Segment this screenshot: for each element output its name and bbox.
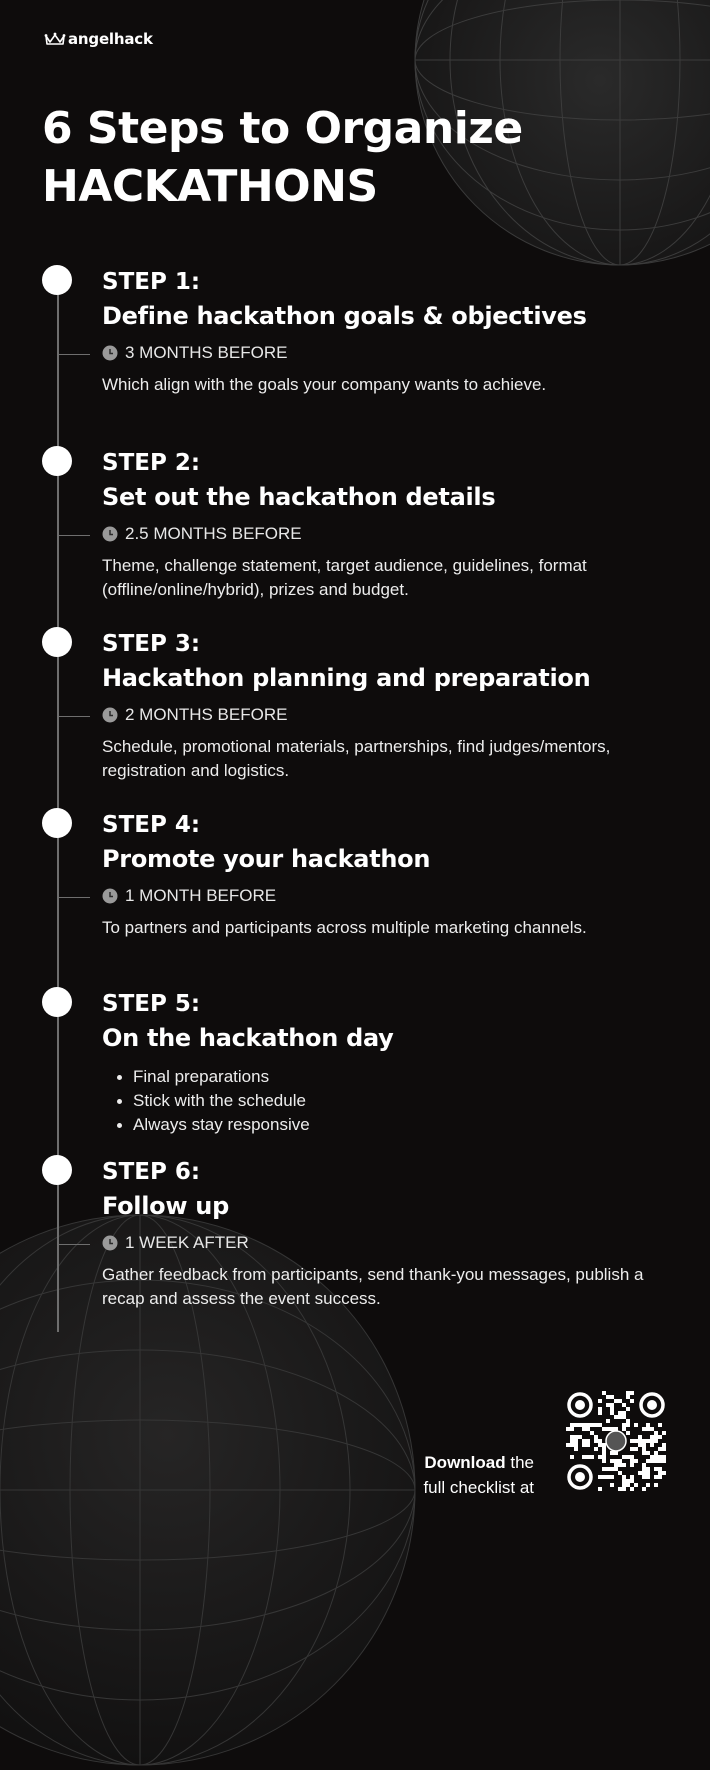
step-title: Promote your hackathon [102,845,431,873]
step-timing-text: 3 MONTHS BEFORE [125,343,288,362]
bullet-text: Final preparations [133,1067,270,1086]
download-bold: Download [424,1453,506,1472]
list-item [102,1113,310,1137]
step-timing [102,343,287,363]
list-item [102,1065,310,1089]
step-timing [102,524,302,544]
step-timing-text: 2 MONTHS BEFORE [125,705,288,724]
step-dot [42,808,72,838]
download-cta [423,1450,534,1500]
step-timing-text: 1 MONTH BEFORE [125,886,277,905]
angelhack-crown-icon [44,32,66,46]
bullet-icon [117,1123,122,1128]
clock-icon [102,1235,118,1251]
step-dot [42,265,72,295]
bullet-icon [117,1075,122,1080]
clock-icon [102,707,118,723]
step-timing-text: 1 WEEK AFTER [125,1233,249,1252]
step-description: Theme, challenge statement, target audience, guidelines, format (offline/online/hybrid), prizes and budget. [102,556,587,599]
step-title: Define hackathon goals & objectives [102,302,587,330]
step-description: Which align with the goals your company wants to achieve. [102,375,547,394]
clock-icon [102,345,118,361]
step-description: Schedule, promotional materials, partnerships, find judges/mentors, registration and logistics. [102,737,611,780]
step-timing-text: 2.5 MONTHS BEFORE [125,524,302,543]
step-bullet-list [102,1065,310,1137]
step-timing [102,705,287,725]
page-title-line2: HACKATHONS [42,161,378,212]
step-timing [102,886,276,906]
step-dot [42,987,72,1017]
timeline-tick [58,535,90,536]
qr-code[interactable] [565,1390,667,1492]
timeline-tick [58,897,90,898]
clock-icon [102,888,118,904]
step-dot [42,627,72,657]
download-line1 [423,1450,534,1475]
bullet-text: Always stay responsive [133,1115,310,1134]
step-title: Follow up [102,1192,229,1220]
step-title: Hackathon planning and preparation [102,664,591,692]
bullet-icon [117,1099,122,1104]
step-dot [42,446,72,476]
step-description: Gather feedback from participants, send thank-you messages, publish a recap and assess the event success. [102,1265,644,1308]
timeline-tick [58,716,90,717]
step-label: STEP 2: [102,450,201,476]
download-rest: the [510,1453,534,1472]
brand-logo [44,30,153,48]
step-label: STEP 5: [102,991,201,1017]
step-label: STEP 6: [102,1159,201,1185]
step-dot [42,1155,72,1185]
bullet-text: Stick with the schedule [133,1091,306,1110]
step-label: STEP 1: [102,269,201,295]
download-line2: full checklist at [423,1478,534,1497]
list-item [102,1089,310,1113]
step-description: To partners and participants across multiple marketing channels. [102,918,587,937]
step-title: On the hackathon day [102,1024,394,1052]
step-title: Set out the hackathon details [102,483,496,511]
page-title-line1: 6 Steps to Organize [42,103,523,154]
clock-icon [102,526,118,542]
timeline-tick [58,1244,90,1245]
step-label: STEP 3: [102,631,201,657]
step-timing [102,1233,249,1253]
brand-name: angelhack [68,30,153,48]
page-title [42,100,523,216]
timeline-tick [58,354,90,355]
step-label: STEP 4: [102,812,201,838]
